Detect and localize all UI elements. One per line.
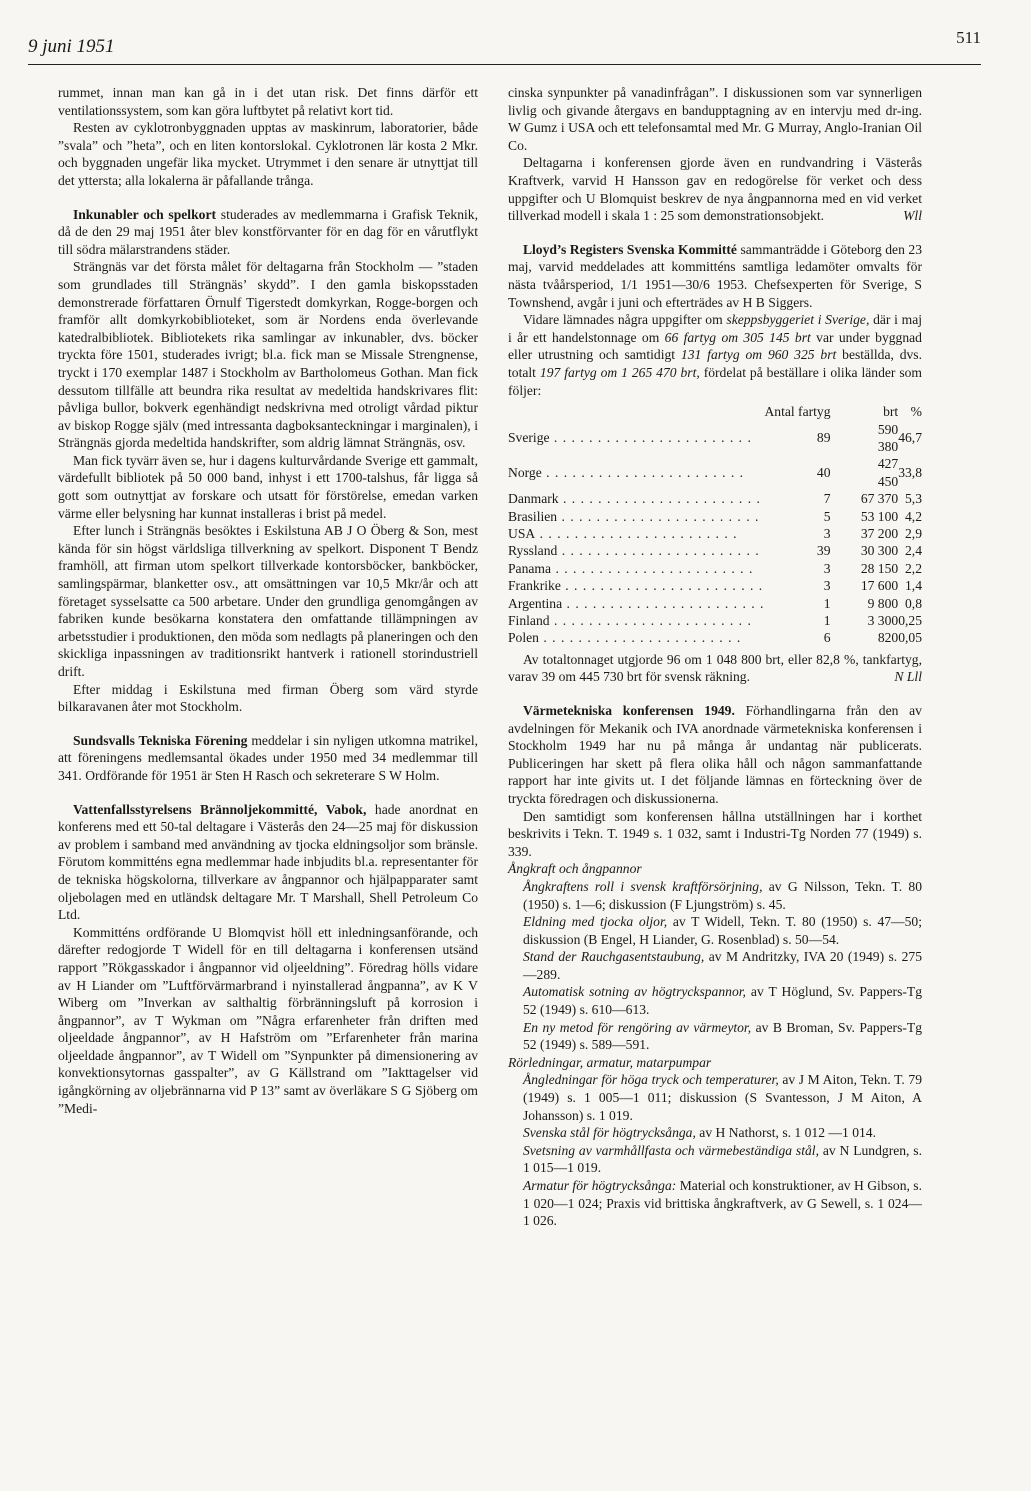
table-header-row [508, 403, 922, 420]
reference-item [508, 913, 922, 948]
reference-title: Automatisk sotning av högtryckspannor, [522, 984, 746, 1000]
count-cell: 1 [823, 595, 831, 611]
percent-cell: 2,9 [905, 525, 922, 541]
text-run: skeppsbyggeriet i Sverige, [726, 312, 870, 328]
page-header [28, 22, 981, 66]
table-row [508, 612, 922, 629]
paragraph: Kommitténs ordförande U Blomqvist höll ett inledningsanförande, och därefter redogjorde T Widell för en till deltagarna i konferensen utsänd rapport ”Rökgasskador i ångpannor vid oljeeldning”. Föredrag hölls vidare av H Liander om ”Luftförvärmarbrand i nyinstallerad ångpanna”, av K V Wiberg om ”Inverkan av salthaltig förbränningsluft på korrosion i ångpannor”, av T Wykman om ”Några erfarenheter från driften med oljeeldade ångpannor”, av H Hafström om ”Erfarenheter från marina oljeeldade ångpannor”, av T Widell om ”Synpunkter på dimensionering av konvektionsytornas gasspalter”, av G Källstrand om ”Iakttagelser vid igångkörning av oljebrännarna vid P 13” samt av överläkare S G Sjöberg om ”Medi- [58, 924, 478, 1116]
brt-cell: 37 200 [860, 525, 899, 541]
count-cell: 39 [816, 543, 831, 559]
column-header: brt [883, 404, 899, 420]
count-cell: 5 [823, 508, 831, 524]
reference-list [508, 1071, 922, 1229]
reference-item [508, 948, 922, 983]
reference-title: Ångledningar för höga tryck och temperaturer, [522, 1072, 779, 1088]
article-vattenfall [58, 801, 478, 924]
percent-cell: 0,05 [898, 630, 922, 646]
percent-cell: 2,4 [905, 543, 922, 559]
brt-cell: 427 450 [877, 456, 899, 489]
count-cell: 3 [823, 560, 831, 576]
author-signature: Wll [903, 208, 922, 224]
reference-details: av B Broman, Sv. Pappers-Tg 52 (1949) s. 589—591. [522, 1019, 922, 1053]
paragraph-text: Deltagarna i konferensen gjorde även en rundvandring i Västerås Kraftverk, varvid H Hansson gav en redogörelse för verket och dess uppgifter och U Blomquist beskrev de nya ångpannorna med en vid verket tillverkad modell i skala 1 : 25 som demonstrationsobjekt. [508, 155, 922, 224]
article-sundsvall [58, 732, 478, 785]
reference-title: Svenska stål för högtrycksånga, [522, 1125, 696, 1141]
reference-details: av T Widell, Tekn. T. 80 (1950) s. 47—50; diskussion (B Engel, H Liander, G. Rosenblad) s. 50—54. [522, 914, 923, 947]
header-rule [28, 64, 981, 65]
paragraph-text: sammanträdde i Göteborg den 23 maj, varvid meddelades att kommitténs samtliga ledamöter omvalts för nästa tvåårsperiod, 1/1 1951—30/6 1953. Chefsexperten för Sverige, S Townshend, avgår i juni och efterträdes av H B Siggers. [508, 241, 922, 310]
article-title: Vattenfallsstyrelsens Brännoljekommitté, Vabok, [72, 801, 367, 817]
country-cell: Danmark . . . [508, 490, 764, 507]
reference-details: av G Nilsson, Tekn. T. 80 (1950) s. 1—6; diskussion (F Ljungström) s. 45. [522, 878, 922, 912]
count-cell: 40 [816, 465, 831, 481]
percent-cell: 46,7 [898, 430, 922, 446]
count-cell: 3 [823, 578, 831, 594]
country-cell: Argentina . . . [508, 595, 764, 612]
article-title: Sundsvalls Tekniska Förening [72, 732, 248, 748]
reference-title: Ångkraftens roll i svensk kraftförsörjning, [522, 878, 763, 894]
brt-cell: 17 600 [860, 578, 899, 594]
reference-item [508, 1071, 922, 1124]
country-cell: USA . . . [508, 525, 764, 542]
table-row [508, 455, 922, 490]
text-run: Vidare lämnades några uppgifter om [522, 312, 723, 328]
table-row [508, 595, 922, 612]
percent-cell: 0,8 [905, 595, 922, 611]
reference-details: av M Andritzky, IVA 20 (1949) s. 275—289. [522, 949, 922, 982]
table-row [508, 542, 922, 559]
brt-cell: 820 [877, 630, 899, 646]
country-cell: Finland . . . [508, 612, 764, 629]
text-run: där i maj i år ett handelstonnage om [508, 312, 922, 345]
paragraph: Efter middag i Eskilstuna med firman Öberg som värd styrde bilkaravanen åter mot Stockholm. [58, 681, 478, 715]
paragraph [508, 154, 922, 224]
percent-cell: 2,2 [905, 560, 922, 576]
reference-title: Svetsning av varmhållfasta och värmebeständiga stål, [522, 1142, 819, 1158]
brt-cell: 28 150 [860, 560, 899, 576]
brt-cell: 30 300 [860, 543, 899, 559]
country-cell: Frankrike . . . [508, 577, 764, 594]
left-column [58, 84, 478, 1117]
page-number: 511 [956, 28, 981, 47]
percent-cell: 33,8 [898, 465, 922, 481]
reference-title: Armatur för högtrycksånga: [522, 1178, 677, 1193]
column-header: % [910, 404, 922, 420]
brt-cell: 67 370 [860, 491, 899, 507]
reference-title: Eldning med tjocka oljor, [522, 914, 668, 930]
article-title: Inkunabler och spelkort [72, 206, 216, 222]
table-row [508, 629, 922, 646]
count-cell: 3 [823, 525, 831, 541]
shipbuilding-table [508, 403, 922, 647]
paragraph: Efter lunch i Strängnäs besöktes i Eskilstuna AB J O Öberg & Son, mest kända för sin högst världsliga tillverkning av spelkort. Disponent T Bendz framhöll, att firman utom spelkort tillverkade kontorsböcker, bankböcker, samlingspärmar, blanketter osv., att omsättningen var 10,5 Mkr/år och att företaget sysselsatte ca 500 arbetare. Under den grundliga genomgången av fabriken kunde besökarna konstatera den omfattande tillämpningen av arbetsstudier i produktionen, den möda som nedlagts på planeringen och den skickliga inpassningen av traditionsrikt hantverk i rationell storindustriell drift. [58, 523, 478, 679]
reference-title: Stand der Rauchgasentstaubung, [522, 949, 705, 965]
country-cell: Brasilien . . . [508, 508, 764, 525]
brt-cell: 9 800 [867, 595, 899, 611]
paragraph-text: Förhandlingarna från den av avdelningen för Mekanik och IVA anordnade värmetekniska konferensen i Stockholm 1949 har nu på många år undantag när publicerats. Publiceringen har skett på flera olika håll och någon sammanfattande rapport har inte givits ut. I det följande lämnas en förteckning över de tryckta föredragen och diskussionerna. [508, 702, 922, 806]
article-inkunabler [58, 206, 478, 259]
reference-item [508, 1142, 922, 1177]
paragraph-text: studerades av medlemmarna i Grafisk Teknik, då de den 29 maj 1951 åter blev konstförvanter för en dag för en vårutflykt till södra mälarstrandens städer. [58, 206, 478, 257]
text-run: 197 fartyg om 1 265 470 brt, [539, 364, 700, 380]
text-run: fördelat på beställare i olika länder som följer: [508, 364, 923, 398]
paragraph: Man fick tyvärr även se, hur i dagens kulturvårdande Sverige ett gammalt, värdefullt bibliotek på 50 000 band, inhyst i ett 1700-talshus, får ligga så gott som outnyttjat av forskare och utsatt för förstörelse, emedan varken värme eller belysning har kunnat installeras i brist på medel. [58, 452, 478, 521]
section-heading: Rörledningar, armatur, matarpumpar [508, 1054, 712, 1070]
article-title: Lloyd’s Registers Svenska Kommitté [522, 241, 737, 257]
count-cell: 7 [823, 491, 831, 507]
paragraph: Strängnäs var det första målet för deltagarna från Stockholm — ”staden som grundlades till Strängnäs’ skydd”. I den gamla biskopsstaden demonstrerade författaren Örnulf Tigerstedt domkyrkan, Rogge-borgen och framför allt domkyrkobiblioteket, som är Nordens enda överlevande katedralbibliotek. Bibliotekets rika samlingar av inkunabler, dvs. böcker tryckta före 1501, studerades ivrigt; bl.a. fick man se Missale Strengnense, tryckt i 170 exemplar 1487 i Stockholm av Bartholomeus Gothan. Man fick dessutom tillfälle att beundra rika resultat av medeltida handskrivares flit: påvliga bullor, bokverk egenhändigt nedskrivna med otroligt vårdad piktur av biskop Rogge själv (med intressanta dagboksanteckningar i marginalen), i Strängnäs gjorda medeltida handskrifter, som aldrig lämnat Strängnäs, osv. [58, 259, 478, 451]
paragraph-text: hade anordnat en konferens med ett 50-tal deltagare i Västerås den 24—25 maj för diskussion av problem i samband med användning av tjocka eldningsoljor som bränsle. Förutom kommitténs egna medlemmar hade inbjudits bl.a. representanter för de tekniska högskolorna, tillverkare av ångpannor och hjälpapparater samt oljebolagen med en utländsk deltagare Mr. T Marshall, Shell Petroleum Co Ltd. [58, 801, 478, 923]
reference-details: av N Lundgren, s. 1 015—1 019. [522, 1142, 922, 1176]
count-cell: 89 [816, 430, 831, 446]
reference-list [508, 878, 922, 1054]
paragraph-text: meddelar i sin nyligen utkomna matrikel, att föreningens medlemsantal ökades under 1950 med 34 medlemmar till 341. Ordförande för 1951 är Sten H Rasch och sekreterare S W Holm. [58, 732, 478, 783]
section-heading: Ångkraft och ångpannor [508, 861, 642, 877]
reference-details: Material och konstruktioner, av H Gibson, s. 1 020—1 024; Praxis vid brittiska ångkraftverk, av G Sewell, s. 1 024—1 026. [522, 1178, 922, 1229]
column-header: Antal fartyg [764, 404, 831, 420]
paragraph: Resten av cyklotronbyggnaden upptas av maskinrum, laboratorier, både ”svala” och ”heta”, och en liten kontorslokal. Cyklotronen lär kosta 2 Mkr. och byggnaden ungefär lika mycket. Utrymmet i den senare är utnyttjat till det yttersta; alla lokalerna är påfallande trånga. [58, 120, 478, 188]
reference-details: av J M Aiton, Tekn. T. 79 (1949) s. 1 005—1 011; diskussion (S Svantesson, J M Aiton, A Johansson) s. 1 019. [522, 1072, 922, 1123]
percent-cell: 0,25 [898, 612, 922, 628]
table-row [508, 421, 922, 456]
percent-cell: 5,3 [905, 491, 922, 507]
percent-cell: 1,4 [905, 578, 922, 594]
paragraph [508, 311, 922, 399]
percent-cell: 4,2 [905, 508, 922, 524]
brt-cell: 53 100 [860, 508, 899, 524]
reference-details: av T Höglund, Sv. Pappers-Tg 52 (1949) s. 610—613. [522, 984, 922, 1018]
table-row [508, 508, 922, 525]
text-run: beställda, dvs. totalt [508, 347, 923, 380]
country-cell: Polen . . . [508, 629, 764, 646]
country-cell: Norge . . . [508, 455, 764, 490]
table-row [508, 525, 922, 542]
country-cell: Panama . . . [508, 560, 764, 577]
article-lloyds [508, 241, 922, 311]
reference-item [508, 1124, 922, 1142]
issue-date: 9 juni 1951 [28, 36, 115, 57]
country-cell: Ryssland . . . [508, 542, 764, 559]
paragraph: Den samtidigt som konferensen hållna utställningen har i korthet beskrivits i Tekn. T. 1949 s. 1 032, samt i Industri-Tg Norden 77 (1949) s. 339. [508, 808, 922, 859]
paragraph [508, 651, 922, 686]
article-title: Värmetekniska konferensen 1949. [522, 702, 735, 718]
reference-title: En ny metod för rengöring av värmeytor, [522, 1019, 752, 1035]
count-cell: 6 [823, 630, 831, 646]
reference-item [508, 878, 922, 913]
reference-item [508, 983, 922, 1018]
reference-details: av H Nathorst, s. 1 012 —1 014. [699, 1125, 876, 1141]
text-run: 131 fartyg om 960 325 brt [680, 347, 837, 363]
author-signature: N Lll [894, 669, 922, 685]
country-cell: Sverige . . . [508, 421, 764, 456]
text-run: 66 fartyg om 305 145 brt [664, 329, 811, 345]
paragraph-text: Av totaltonnaget utgjorde 96 om 1 048 800 brt, eller 82,8 %, tankfartyg, varav 39 om 445 730 brt för svensk räkning. [508, 651, 922, 685]
table-row [508, 577, 922, 594]
article-varme [508, 702, 922, 808]
paragraph: cinska synpunkter på vanadinfrågan”. I diskussionen som var synnerligen livlig och givande återgavs en bandupptagning av en intervju med dr-ing. W Gumz i USA och ett telefonsamtal med Mr. G Murray, Anglo-Iranian Oil Co. [508, 85, 922, 153]
paragraph: rummet, innan man kan gå in i det utan risk. Det finns därför ett ventilationssystem, som kan göra luftbytet på relativt kort tid. [58, 85, 478, 118]
brt-cell: 590 380 [877, 421, 899, 454]
table-row [508, 560, 922, 577]
text-run: var under byggnad eller utrustning och samtidigt [508, 329, 922, 363]
right-column [508, 84, 922, 1230]
count-cell: 1 [823, 612, 831, 628]
table-row [508, 490, 922, 507]
brt-cell: 3 300 [867, 612, 899, 628]
reference-item [508, 1177, 922, 1230]
reference-item [508, 1019, 922, 1054]
